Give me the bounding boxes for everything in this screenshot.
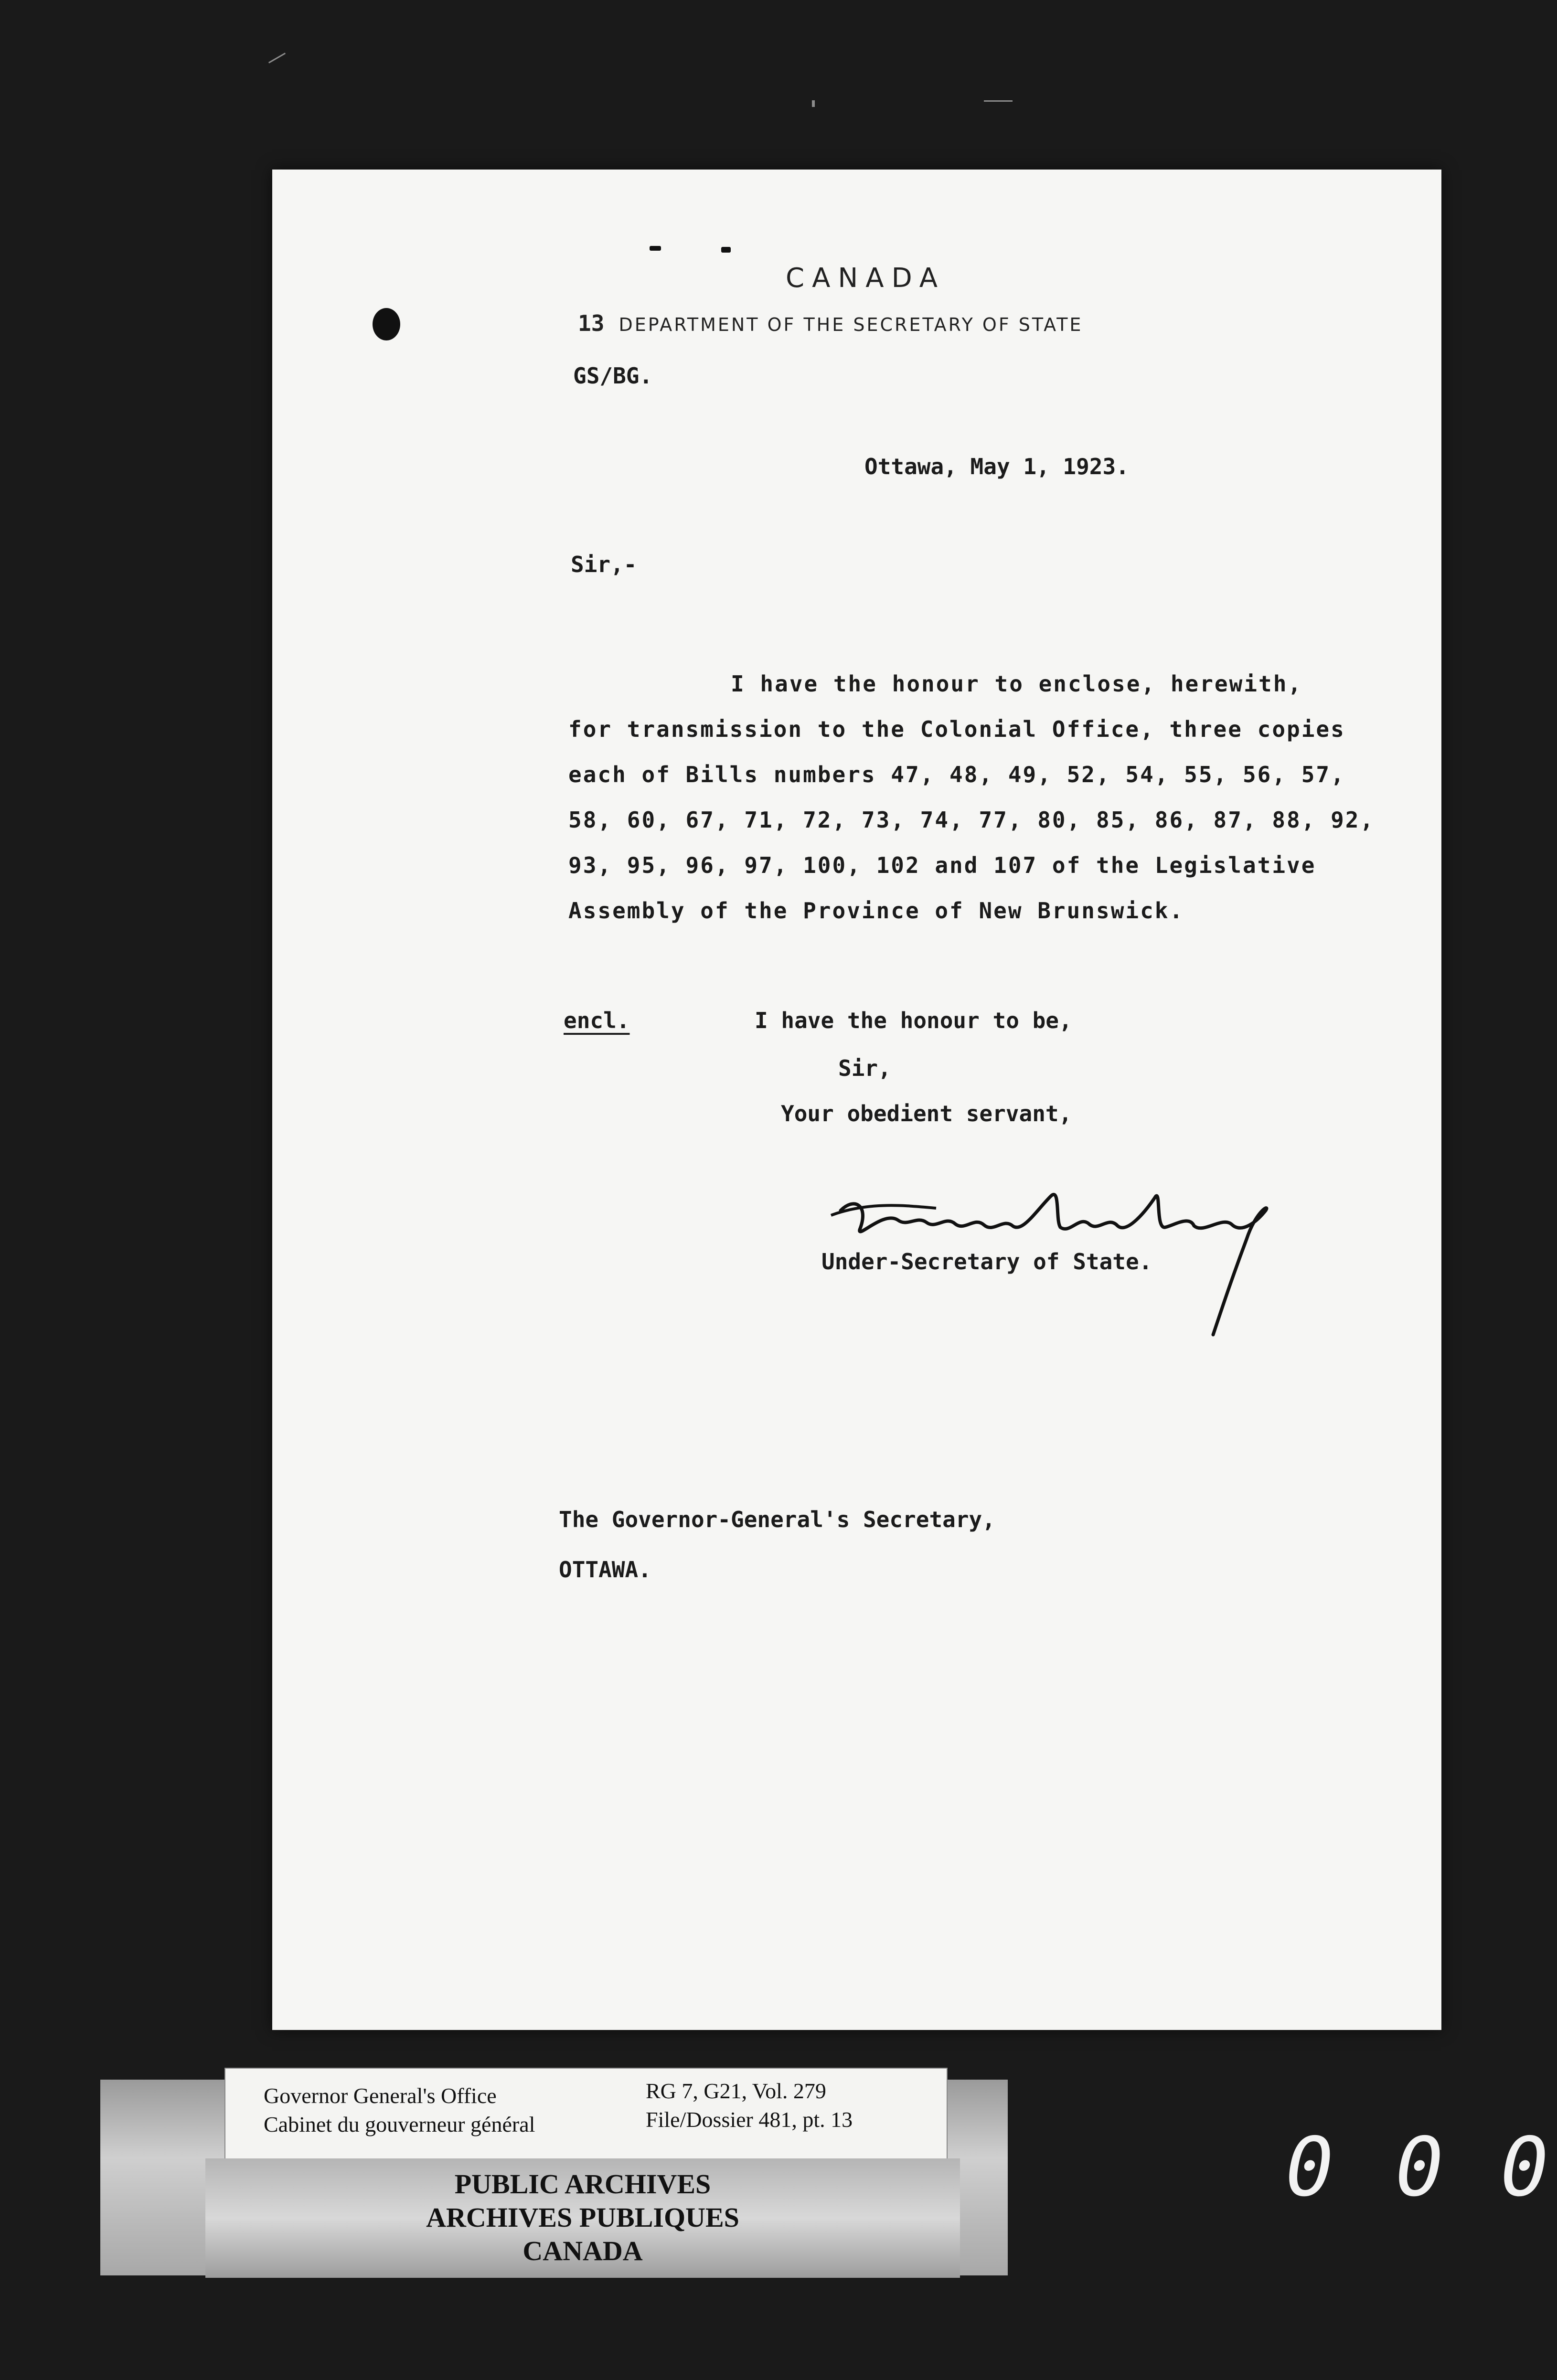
handwritten-signature xyxy=(812,1182,1337,1373)
reference-code: GS/BG. xyxy=(573,363,653,389)
letterhead-department xyxy=(578,310,1083,336)
signature-title: Under-Secretary of State. xyxy=(821,1249,1152,1275)
archives-name-en: PUBLIC ARCHIVES xyxy=(454,2168,711,2199)
enclosure-note: encl. xyxy=(564,1008,630,1033)
letter-sheet xyxy=(272,170,1441,2030)
file-number: 13 xyxy=(578,310,605,336)
body-line: I have the honour to enclose, herewith, xyxy=(731,671,1303,697)
letter-date: Ottawa, May 1, 1923. xyxy=(864,454,1129,479)
film-scratch xyxy=(812,100,815,107)
record-group: RG 7, G21, Vol. 279 xyxy=(646,2079,826,2103)
ink-mark xyxy=(721,247,731,253)
body-line: for transmission to the Colonial Office, three copies xyxy=(568,716,1345,742)
body-line: each of Bills numbers 47, 48, 49, 52, 54, 55, 56, 57, xyxy=(568,762,1345,787)
frame-number: 0 xyxy=(1491,2120,1557,2215)
archives-country: CANADA xyxy=(523,2235,643,2266)
closing-line: Sir, xyxy=(838,1055,891,1081)
film-scratch xyxy=(268,53,286,64)
closing-line: I have the honour to be, xyxy=(755,1008,1072,1033)
archives-stamp xyxy=(205,2158,960,2278)
frame-number: 0 xyxy=(1386,2120,1452,2215)
frame-number: 0 xyxy=(1276,2120,1342,2215)
body-line: 58, 60, 67, 71, 72, 73, 74, 77, 80, 85, 86, 87, 88, 92, xyxy=(568,807,1375,833)
archives-name-fr: ARCHIVES PUBLIQUES xyxy=(426,2202,739,2233)
addressee-line: OTTAWA. xyxy=(559,1557,651,1583)
file-dossier: File/Dossier 481, pt. 13 xyxy=(646,2107,853,2132)
office-name-en: Governor General's Office xyxy=(264,2083,497,2108)
archive-reference-label xyxy=(224,2068,948,2160)
punch-hole-mark xyxy=(373,308,400,340)
office-name-fr: Cabinet du gouverneur général xyxy=(264,2112,535,2136)
department-name: DEPARTMENT OF THE SECRETARY OF STATE xyxy=(619,314,1083,335)
film-scratch xyxy=(984,100,1013,102)
letterhead-country: CANADA xyxy=(786,263,946,294)
body-line: 93, 95, 96, 97, 100, 102 and 107 of the Legislative xyxy=(568,852,1316,878)
body-line: Assembly of the Province of New Brunswick. xyxy=(568,898,1184,924)
addressee-line: The Governor-General's Secretary, xyxy=(559,1507,995,1532)
ink-mark xyxy=(650,246,661,251)
closing-line: Your obedient servant, xyxy=(781,1101,1072,1126)
salutation: Sir,- xyxy=(571,552,637,577)
